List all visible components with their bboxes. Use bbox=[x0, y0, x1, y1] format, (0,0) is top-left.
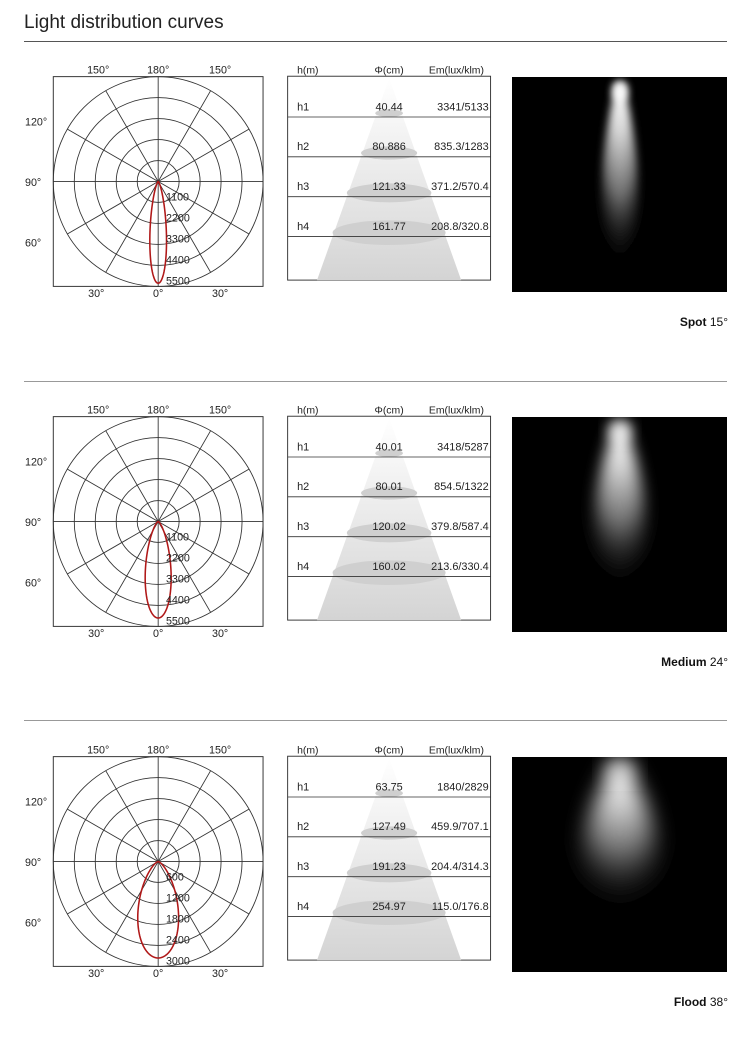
cone-table bbox=[282, 742, 500, 962]
angle-label: 150° bbox=[87, 64, 110, 77]
row-illuminance-value: 208.8/320.8 bbox=[431, 220, 489, 233]
row-height-label: h1 bbox=[297, 441, 310, 454]
row-diameter-value: 161.77 bbox=[372, 220, 406, 233]
row-diameter-value: 121.33 bbox=[372, 181, 406, 194]
angle-label: 150° bbox=[87, 744, 110, 757]
polar-diagram bbox=[22, 742, 268, 982]
angle-label: 150° bbox=[209, 744, 232, 757]
beam-label bbox=[661, 655, 728, 669]
angle-label: 30° bbox=[88, 288, 105, 301]
light-source bbox=[606, 761, 634, 781]
beam-label bbox=[674, 995, 728, 1009]
beam-label bbox=[680, 315, 728, 329]
angle-label: 120° bbox=[25, 796, 48, 809]
row-diameter-value: 127.49 bbox=[372, 821, 406, 834]
row-illuminance-value: 1840/2829 bbox=[437, 781, 489, 794]
row-illuminance-value: 835.3/1283 bbox=[434, 141, 489, 154]
section-spot bbox=[0, 62, 750, 352]
angle-label: 30° bbox=[212, 288, 229, 301]
angle-label: 0° bbox=[153, 968, 164, 981]
header-diameter: Φ(cm) bbox=[374, 405, 404, 417]
angle-label: 60° bbox=[25, 917, 42, 930]
ring-value-label: 2200 bbox=[165, 552, 190, 565]
angle-label: 30° bbox=[88, 968, 105, 981]
row-height-label: h2 bbox=[297, 481, 310, 494]
row-height-label: h4 bbox=[297, 560, 310, 573]
title-divider bbox=[24, 41, 727, 42]
row-illuminance-value: 3341/5133 bbox=[437, 101, 489, 114]
header-height: h(m) bbox=[297, 405, 319, 417]
beam-image bbox=[512, 757, 727, 972]
angle-label: 120° bbox=[25, 456, 48, 469]
angle-label: 30° bbox=[212, 968, 229, 981]
ring-value-label: 5500 bbox=[165, 615, 190, 628]
angle-label: 180° bbox=[147, 744, 170, 757]
angle-label: 150° bbox=[209, 404, 232, 417]
row-diameter-value: 120.02 bbox=[372, 521, 406, 534]
section-divider bbox=[24, 720, 727, 721]
polar-diagram bbox=[22, 62, 268, 302]
beam-angle: 38° bbox=[706, 995, 728, 1009]
row-height-label: h4 bbox=[297, 220, 310, 233]
ring-value-label: 3300 bbox=[165, 573, 190, 586]
angle-label: 90° bbox=[25, 176, 42, 189]
beam-image bbox=[512, 77, 727, 292]
cone-table bbox=[282, 402, 500, 622]
row-illuminance-value: 371.2/570.4 bbox=[431, 181, 489, 194]
angle-label: 60° bbox=[25, 237, 42, 250]
ring-value-label: 2400 bbox=[165, 934, 190, 947]
angle-label: 150° bbox=[209, 64, 232, 77]
angle-label: 180° bbox=[147, 64, 170, 77]
row-height-label: h4 bbox=[297, 900, 310, 913]
light-source bbox=[612, 81, 628, 101]
ring-value-label: 4400 bbox=[165, 254, 190, 267]
ring-value-label: 1800 bbox=[165, 913, 190, 926]
header-height: h(m) bbox=[297, 745, 319, 757]
beam-image bbox=[512, 417, 727, 632]
ring-value-label: 1100 bbox=[165, 531, 190, 544]
row-height-label: h1 bbox=[297, 101, 310, 114]
angle-label: 30° bbox=[212, 628, 229, 641]
light-source bbox=[609, 421, 631, 441]
row-height-label: h3 bbox=[297, 521, 310, 534]
ring-value-label: 600 bbox=[165, 871, 184, 884]
section-medium bbox=[0, 402, 750, 692]
row-diameter-value: 40.01 bbox=[375, 441, 403, 454]
angle-label: 30° bbox=[88, 628, 105, 641]
row-illuminance-value: 3418/5287 bbox=[437, 441, 489, 454]
row-diameter-value: 80.01 bbox=[375, 481, 403, 494]
header-illuminance: Em(lux/klm) bbox=[428, 405, 484, 417]
section-flood bbox=[0, 742, 750, 1032]
row-diameter-value: 63.75 bbox=[375, 781, 403, 794]
beam-name: Spot bbox=[679, 315, 707, 329]
row-diameter-value: 191.23 bbox=[372, 861, 406, 874]
page-title: Light distribution curves bbox=[24, 12, 224, 33]
row-illuminance-value: 854.5/1322 bbox=[434, 481, 489, 494]
row-diameter-value: 160.02 bbox=[372, 560, 406, 573]
row-illuminance-value: 115.0/176.8 bbox=[431, 900, 489, 913]
row-illuminance-value: 459.9/707.1 bbox=[431, 821, 489, 834]
row-diameter-value: 80.886 bbox=[372, 141, 406, 154]
row-diameter-value: 40.44 bbox=[375, 101, 403, 114]
ring-value-label: 4400 bbox=[165, 594, 190, 607]
angle-label: 0° bbox=[153, 288, 164, 301]
header-illuminance: Em(lux/klm) bbox=[428, 65, 484, 77]
beam-angle: 24° bbox=[706, 655, 728, 669]
row-height-label: h3 bbox=[297, 181, 310, 194]
row-height-label: h2 bbox=[297, 141, 310, 154]
ring-value-label: 3000 bbox=[165, 955, 190, 968]
row-illuminance-value: 213.6/330.4 bbox=[431, 560, 489, 573]
angle-label: 120° bbox=[25, 116, 48, 129]
ring-value-label: 2200 bbox=[165, 212, 190, 225]
angle-label: 0° bbox=[153, 628, 164, 641]
row-height-label: h2 bbox=[297, 821, 310, 834]
angle-label: 90° bbox=[25, 516, 42, 529]
row-illuminance-value: 204.4/314.3 bbox=[431, 861, 489, 874]
section-divider bbox=[24, 381, 727, 382]
header-diameter: Φ(cm) bbox=[374, 65, 404, 77]
header-height: h(m) bbox=[297, 65, 319, 77]
beam-name: Flood bbox=[673, 995, 707, 1009]
row-illuminance-value: 379.8/587.4 bbox=[431, 521, 489, 534]
ring-value-label: 1200 bbox=[165, 892, 190, 905]
row-height-label: h3 bbox=[297, 861, 310, 874]
angle-label: 60° bbox=[25, 577, 42, 590]
angle-label: 150° bbox=[87, 404, 110, 417]
ring-value-label: 1100 bbox=[165, 191, 190, 204]
polar-diagram bbox=[22, 402, 268, 642]
beam-angle: 15° bbox=[706, 315, 728, 329]
cone-table bbox=[282, 62, 500, 282]
angle-label: 90° bbox=[25, 856, 42, 869]
row-height-label: h1 bbox=[297, 781, 310, 794]
angle-label: 180° bbox=[147, 404, 170, 417]
header-diameter: Φ(cm) bbox=[374, 745, 404, 757]
row-diameter-value: 254.97 bbox=[372, 900, 406, 913]
header-illuminance: Em(lux/klm) bbox=[428, 745, 484, 757]
beam-name: Medium bbox=[661, 655, 707, 669]
ring-value-label: 5500 bbox=[165, 275, 190, 288]
ring-value-label: 3300 bbox=[165, 233, 190, 246]
